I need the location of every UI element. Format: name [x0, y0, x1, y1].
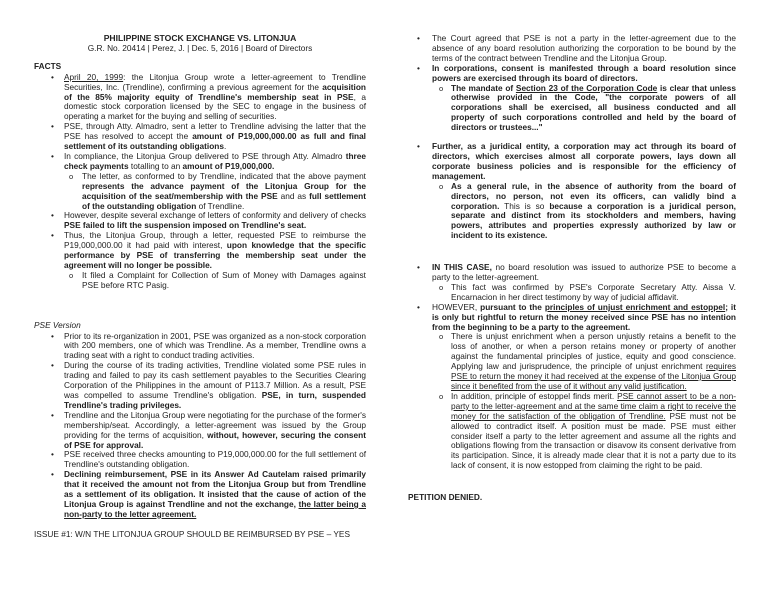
pse-item: • During the course of its trading activities, Trendline violated some PSE rules in trading and failed to pay its cash settlement payables to the Securities Clearing Corporation of the Philippines in the amount of P113.7 Million. As a result, PSE was compelled to assume Trendline's obligation. PSE, in turn, suspended Trendline's trading privileges. — [34, 361, 366, 411]
pse-version-list — [34, 332, 366, 520]
ruling-subitem: o In addition, principle of estoppel finds merit. PSE cannot assert to be a non-party to the letter-agreement and at the same time claim a right to receive the money for the satisfaction of the obligation of Trendline. PSE must not be allowed to contradict itself. A position must be made. PSE must either consider itself a party to the letter agreement and assume all the rights and obligations flowing from the transaction or disavow its consent derivative from its participation. Since, it is already made clear that it is not a party due to its lack of consent, it is now estopped from claiming the right to be paid. — [408, 392, 736, 471]
ruling-list — [408, 34, 736, 241]
pse-item: • Declining reimbursement, PSE in its Answer Ad Cautelam raised primarily that it received the amount not from the Litonjua Group but from Trendline as a settlement of its obligation. It insisted that the cause of action of the Litonjua Group is against Trendline and not the exchange, the latter being a non-party to the letter agreement. — [34, 470, 366, 520]
ruling-item: • Further, as a juridical entity, a corporation may act through its board of directors, which exercises almost all corporate powers, lays down all corporate business policies and is responsible for the efficiency of management. — [408, 142, 736, 182]
disposition: PETITION DENIED. — [408, 492, 483, 503]
left-column — [34, 34, 366, 540]
pse-version-heading: PSE Version — [34, 319, 81, 330]
ruling-item: • The Court agreed that PSE is not a party in the letter-agreement due to the absence of any board resolution authorizing the corporation to be bound by the terms of the contract between Trendline and the Litonjua Group. — [408, 34, 736, 64]
ruling-item: • HOWEVER, pursuant to the principles of unjust enrichment and estoppel; it is only but rightful to return the money received since PSE has no intention from the beginning to be a party to the agreement. — [408, 303, 736, 333]
ruling-subitem: o The mandate of Section 23 of the Corporation Code is clear that unless otherwise provided in the Code, "the corporate powers of all corporations shall be exercised, all business conducted and all property of such corporations controlled and held by the board of directors or trustees..." — [408, 84, 736, 134]
pse-item: • PSE received three checks amounting to P19,000,000.00 for the full settlement of Trendline's outstanding obligation. — [34, 450, 366, 470]
ruling-item: • In corporations, consent is manifested through a board resolution since powers are exercised through its board of directors. — [408, 64, 736, 84]
ruling-subitem: o There is unjust enrichment when a person unjustly retains a benefit to the loss of another, or when a person retains money or property of another against the fundamental principles of justice, equity and good conscience. Applying law and jurisprudence, the principle of unjust enrichment requires PSE to return the money it had received at the expense of the Litonjua Group since it benefited from the use of it without any valid justification. — [408, 332, 736, 391]
fact-item: • In compliance, the Litonjua Group delivered to PSE through Atty. Almadro three check payments totalling to an amount of P19,000,000. — [34, 152, 366, 172]
fact-item: • However, despite several exchange of letters of conformity and delivery of checks PSE failed to lift the suspension imposed on Trendline's seat. — [34, 211, 366, 231]
facts-heading: FACTS — [34, 60, 62, 71]
right-column — [408, 34, 736, 503]
case-citation: G.R. No. 20414 | Perez, J. | Dec. 5, 2016 | Board of Directors — [87, 42, 313, 53]
ruling-subitem: o This fact was confirmed by PSE's Corporate Secretary Atty. Aissa V. Encarnacion in her direct testimony by way of judicial affidavit. — [408, 283, 736, 303]
facts-list — [34, 73, 366, 291]
fact-item: • Thus, the Litonjua Group, through a letter, requested PSE to reimburse the P19,000,000.00 it had paid with interest, upon knowledge that the specific performance by PSE of transferring the membership seat under the agreement will no longer be possible. — [34, 231, 366, 271]
ruling-subitem: o As a general rule, in the absence of authority from the board of directors, no person, not even its officers, can validly bind a corporation. This is so because a corporation is a juridical person, separate and distinct from its stockholders and members, having powers, attributes and properties expressly authorized by law or incident to its existence. — [408, 182, 736, 241]
ruling-item: • IN THIS CASE, no board resolution was issued to authorize PSE to become a party to the letter-agreement. — [408, 263, 736, 283]
case-title: PHILIPPINE STOCK EXCHANGE VS. LITONJUA — [103, 33, 297, 43]
fact-item: • PSE, through Atty. Almadro, sent a letter to Trendline advising the latter that the PSE has resolved to accept the amount of P19,000,000.00 as full and final settlement of its outstanding obligations. — [34, 122, 366, 152]
pse-item: • Trendline and the Litonjua Group were negotiating for the purchase of the former's membership/seat. Accordingly, a letter-agreement was issued by the Group providing for the terms of acquisition, without, however, securing the consent of PSE for approval. — [34, 411, 366, 451]
fact-item: • April 20, 1999: the Litonjua Group wrote a letter-agreement to Trendline Securities, Inc. (Trendline), confirming a previous agreement for the acquisition of the 85% majority equity of Trendline's membership seat in PSE, a domestic stock corporation licensed by the SEC to engage in the business of operating a market for the buying and selling of securities. — [34, 73, 366, 123]
issue-heading: ISSUE #1: W/N THE LITONJUA GROUP SHOULD BE REIMBURSED BY PSE – YES — [34, 528, 350, 539]
pse-item: • Prior to its re-organization in 2001, PSE was organized as a non-stock corporation with 200 members, one of which was Trendline. As a member, Trendline owns a trading seat with a right to conduct trading activities. — [34, 332, 366, 362]
fact-subitem: o The letter, as conformed to by Trendline, indicated that the above payment represents the advance payment of the Litonjua Group for the acquisition of the seat/membership with the PSE and as full settlement of the outstanding obligation of Trendline. — [34, 172, 366, 212]
ruling-list-2 — [408, 263, 736, 471]
case-header — [34, 34, 366, 54]
fact-subitem: o It filed a Complaint for Collection of Sum of Money with Damages against PSE before RTC Pasig. — [34, 271, 366, 291]
